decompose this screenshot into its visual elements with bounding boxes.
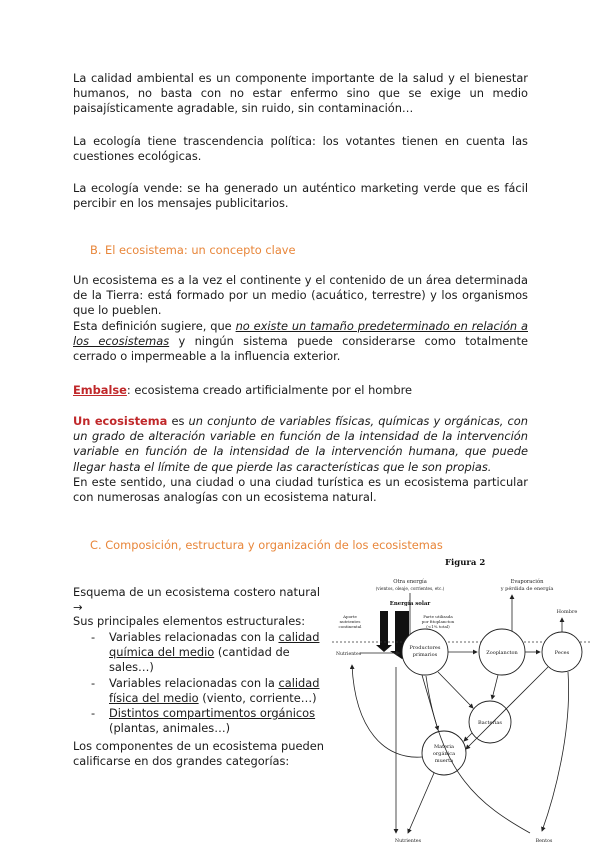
- ecosistema-ciudad: En este sentido, una ciudad o una ciudad turística es un ecosistema particular con numerosas analogías con un ecosistema natural.: [73, 474, 528, 505]
- paragraph-text: Un ecosistema es a la vez el continente y el contenido de un área determinada de la Tierra: está formado por un medio (acuático, terrestre) y los organismos que lo pueblen.: [73, 273, 528, 318]
- figure-title: Figura 2: [445, 558, 486, 568]
- zooplankton-to-bacteria-arrow: [492, 675, 498, 699]
- list-item: [73, 630, 333, 676]
- elements-title: Sus principales elementos estructurales:: [73, 614, 306, 628]
- ecosistema-term: Un ecosistema: [73, 414, 168, 428]
- components-paragraph: Los componentes de un ecosistema pueden calificarse en dos grandes categorías:: [73, 739, 324, 769]
- label-evaporacion-sub: y pérdida de energía: [500, 586, 554, 592]
- label-otra-energia-sub: (vientos, oleaje, corrientes, etc.): [375, 586, 445, 591]
- paragraph-ecosistema-definicion: [73, 273, 528, 364]
- fish-to-benthos-arrow: [542, 672, 569, 831]
- paragraph-text: La calidad ambiental es un componente importante de la salud y el bienestar humanos, no basta con no estar enfermo sino que se exige un medio paisajísticamente agradable, sin ruido, sin contaminación…: [73, 71, 528, 116]
- list-item-underlined: Distintos compartimentos orgánicos: [109, 706, 316, 721]
- label-materia: Materia: [433, 744, 455, 750]
- list-item: [73, 676, 333, 706]
- list-item-pre: Variables relacionadas con la: [109, 630, 279, 644]
- list-item-post: (cantidad de sales…): [109, 645, 290, 675]
- scheme-caption: Esquema de un ecosistema costero natural →: [73, 585, 321, 615]
- label-evaporacion: Evaporación: [510, 579, 544, 585]
- label-aporte-3: continental: [338, 624, 362, 629]
- paragraph-text-start: Esta definición sugiere, que: [73, 318, 236, 333]
- label-nutrientes-bottom: Nutrientes: [394, 839, 422, 844]
- label-energia-solar: Energía solar: [389, 601, 431, 607]
- ecosistema-es: es: [167, 414, 189, 428]
- emphasis-tamano: no existe un tamaño predeterminado en relación a los ecosistemas: [73, 318, 528, 348]
- elements-list: [73, 630, 333, 736]
- label-hombre: Hombre: [556, 609, 578, 615]
- label-parte-utilizada: Parte utilizada: [423, 614, 453, 619]
- paragraph-embalse: [73, 383, 528, 398]
- label-primarios: primarios: [412, 652, 438, 658]
- label-parte-utilizada-3: (<1% total): [426, 624, 450, 629]
- label-zooplancton: Zooplancton: [486, 650, 518, 656]
- paragraph-ecologia-politica: [73, 134, 528, 164]
- solar-energy-bar-left: [380, 611, 388, 645]
- embalse-term: Embalse: [73, 383, 127, 397]
- dead-matter-to-nutrients-arrow: [352, 665, 422, 757]
- producers-to-bacteria-arrow: [438, 672, 473, 708]
- label-bentos: Bentos: [535, 839, 553, 844]
- list-item-pre: Variables relacionadas con la: [109, 675, 279, 690]
- paragraph-text: La ecología tiene trascendencia política: los votantes tienen en cuenta las cuestiones ecológicas.: [73, 134, 528, 164]
- paragraph-ecologia-vende: [73, 181, 528, 211]
- ecosistema-definition: un conjunto de variables físicas, químicas y orgánicas, con un grado de alteración variable en función de la intensidad de la intervención variable en función de la intensidad de la intervención humana, que puede llegar hasta el límite de que pierde las características que le son propias.: [73, 414, 528, 474]
- list-item: [73, 706, 333, 736]
- label-aporte: Aporte: [343, 614, 357, 619]
- section-c-heading: C. Composición, estructura y organización de los ecosistemas: [90, 538, 443, 552]
- dead-matter-to-bottom-arrow: [408, 773, 434, 833]
- list-item-underlined: calidad física del medio: [109, 675, 320, 705]
- label-peces: Peces: [554, 650, 570, 656]
- label-nutrientes-left: Nutrientes: [336, 652, 362, 657]
- paragraph-un-ecosistema: [73, 414, 528, 505]
- label-productores: Productores: [409, 645, 441, 651]
- paragraph-calidad-ambiental: [73, 71, 528, 117]
- ecosystem-diagram: [330, 555, 595, 845]
- paragraph-text-end: y ningún sistema puede considerarse como totalmente cerrado o impermeable a la influencia exterior.: [73, 333, 529, 364]
- paragraph-text: La ecología vende: se ha generado un auténtico marketing verde que es fácil percibir en los mensajes publicitarios.: [73, 181, 528, 211]
- list-item-post: (plantas, animales…): [109, 721, 231, 736]
- label-otra-energia: Otra energía: [393, 579, 427, 585]
- list-dash: -: [91, 630, 96, 644]
- section-b-heading: B. El ecosistema: un concepto clave: [90, 243, 296, 257]
- list-item-underlined: calidad química del medio: [109, 630, 320, 660]
- solar-energy-arrowhead-left: [376, 645, 392, 652]
- bacteria-to-dead-matter-arrow: [464, 733, 472, 741]
- embalse-definition: : ecosistema creado artificialmente por el hombre: [126, 383, 413, 397]
- list-dash: -: [91, 675, 96, 690]
- label-muerta: muerta: [434, 758, 454, 764]
- list-dash: -: [91, 706, 96, 721]
- label-bacterias: Bacterias: [478, 720, 502, 726]
- list-item-post: (viento, corriente…): [198, 690, 317, 705]
- label-aporte-2: nutrientes: [339, 619, 361, 624]
- label-parte-utilizada-2: por fitoplancton: [421, 619, 455, 624]
- label-organica: orgánica: [432, 751, 456, 757]
